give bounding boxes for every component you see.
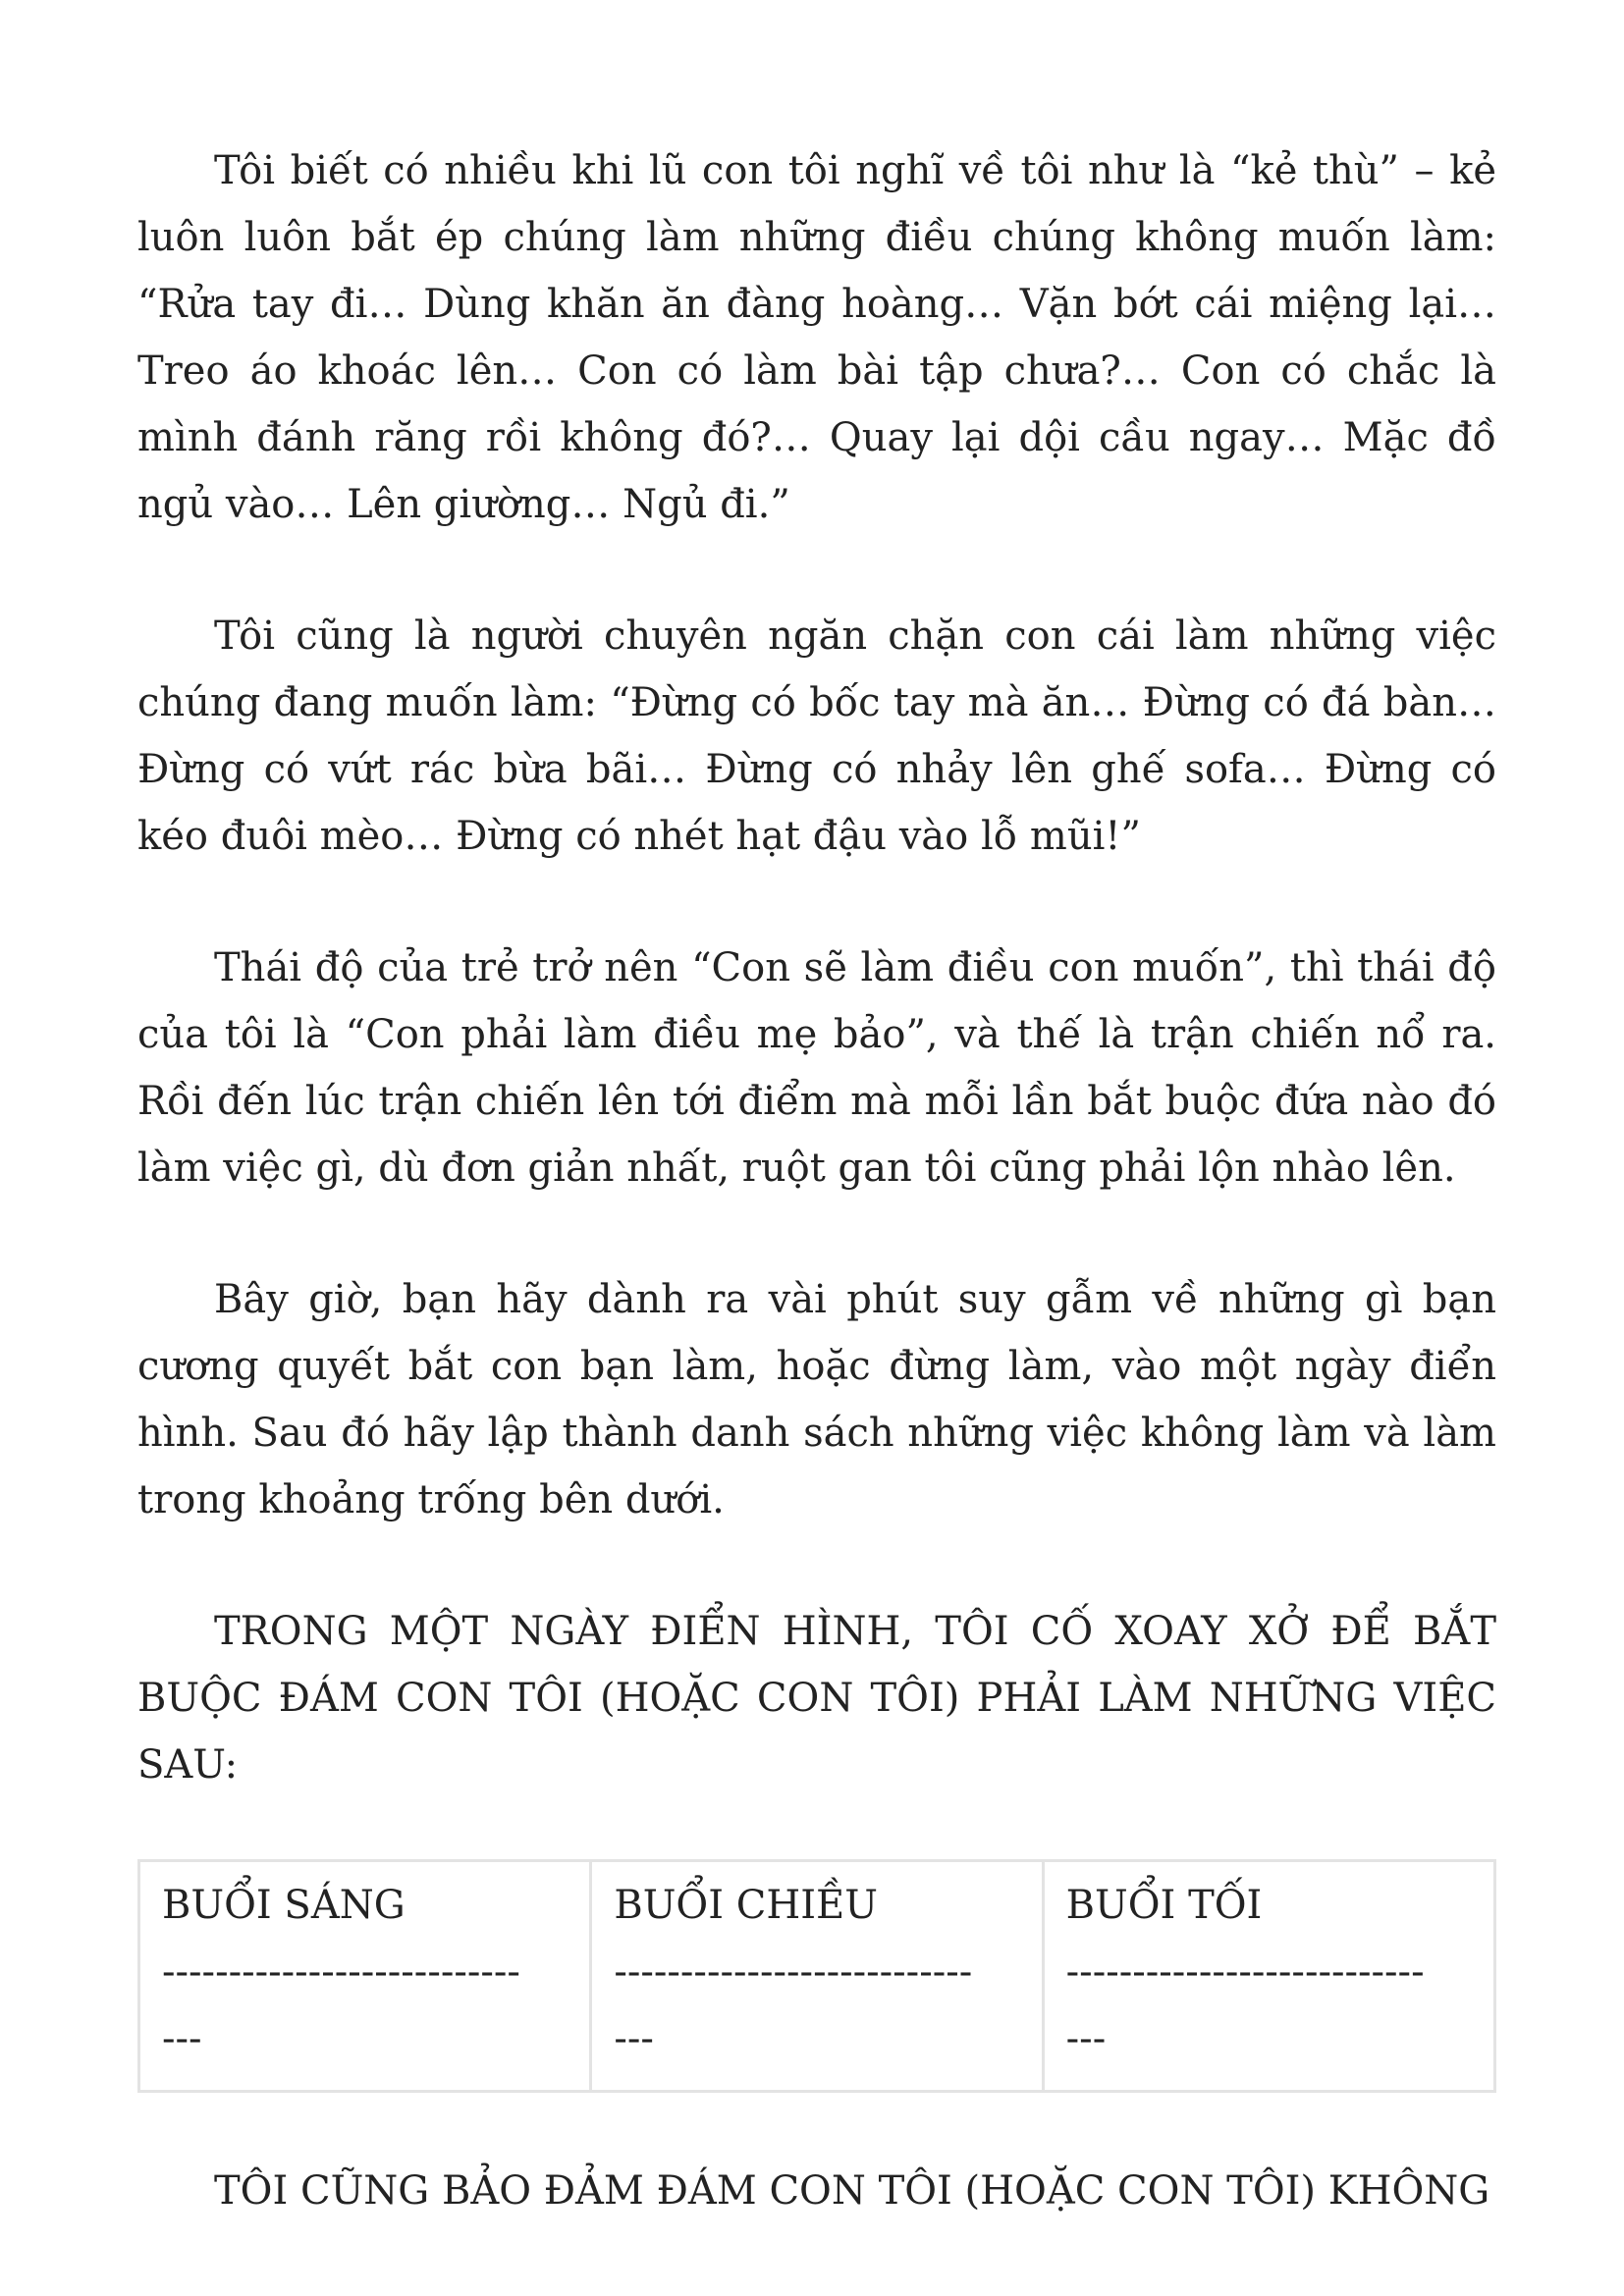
heading-must-not: TÔI CŨNG BẢO ĐẢM ĐÁM CON TÔI (HOẶC CON TÔI) KHÔNG bbox=[214, 2168, 1490, 2214]
column-evening bbox=[1043, 1861, 1494, 2092]
blank-line: --------------------------- bbox=[162, 1949, 520, 1995]
blank-line: --- bbox=[1065, 2016, 1107, 2061]
paragraph-prevent: Tôi cũng là người chuyên ngăn chặn con cái làm những việc chúng đang muốn làm: “Đừng có bốc tay mà ăn… Đừng có đá bàn… Đừng có vứt rác bừa bãi… Đừng có nhảy lên ghế sofa… Đừng có kéo đuôi mèo… Đừng có nhét hạt đậu vào lỗ mũi!” bbox=[137, 614, 1496, 859]
paragraph-battle: Thái độ của trẻ trở nên “Con sẽ làm điều con muốn”, thì thái độ của tôi là “Con phải làm điều mẹ bảo”, và thế là trận chiến nổ ra. Rồi đến lúc trận chiến lên tới điểm mà mỗi lần bắt buộc đứa nào đó làm việc gì, dù đơn giản nhất, ruột gan tôi cũng phải lộn nhào lên. bbox=[137, 945, 1496, 1191]
blank-line: --- bbox=[614, 2016, 654, 2061]
blank-line: --- bbox=[162, 2016, 202, 2061]
paragraph-enemy: Tôi biết có nhiều khi lũ con tôi nghĩ về tôi như là “kẻ thù” – kẻ luôn luôn bắt ép chúng làm những điều chúng không muốn làm: “Rửa tay đi… Dùng khăn ăn đàng hoàng… Vặn bớt cái miệng lại… Treo áo khoác lên… Con có làm bài tập chưa?… Con có chắc là mình đánh răng rồi không đó?… Quay lại dội cầu ngay… Mặc đồ ngủ vào… Lên giường… Ngủ đi.” bbox=[137, 148, 1496, 527]
table-row bbox=[139, 1861, 1495, 2092]
paragraph-reflect: Bây giờ, bạn hãy dành ra vài phút suy gẫm về những gì bạn cương quyết bắt con bạn làm, hoặc đừng làm, vào một ngày điển hình. Sau đó hãy lập thành danh sách những việc không làm và làm trong khoảng trống bên dưới. bbox=[137, 1277, 1496, 1522]
column-label: BUỔI SÁNG bbox=[162, 1883, 406, 1928]
blank-line: --------------------------- bbox=[614, 1949, 973, 1995]
column-morning bbox=[139, 1861, 591, 2092]
blank-line: --------------------------- bbox=[1065, 1949, 1425, 1995]
document-page bbox=[137, 137, 1496, 2285]
column-label: BUỔI TỐI bbox=[1065, 1883, 1263, 1928]
heading-must-do: TRONG MỘT NGÀY ĐIỂN HÌNH, TÔI CỐ XOAY XỞ ĐỂ BẮT BUỘC ĐÁM CON TÔI (HOẶC CON TÔI) PHẢI LÀM NHỮNG VIỆC SAU: bbox=[137, 1609, 1496, 1788]
column-afternoon bbox=[591, 1861, 1043, 2092]
daily-schedule-table bbox=[137, 1859, 1496, 2093]
column-label: BUỔI CHIỀU bbox=[614, 1883, 878, 1928]
